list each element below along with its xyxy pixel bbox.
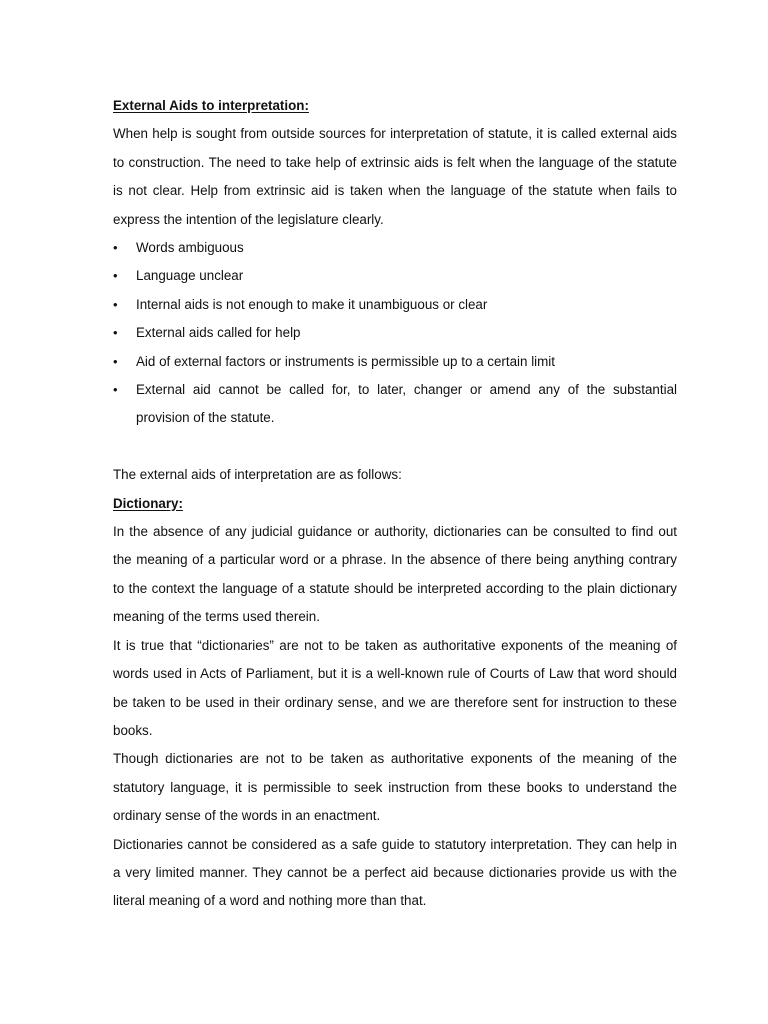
section-heading-external-aids: External Aids to interpretation: bbox=[113, 98, 309, 113]
intro-paragraph: When help is sought from outside sources for interpretation of statute, it is called external aids to construction. The need to take help of extrinsic aids is felt when the language of the statute is not clear. Help from extrinsic aid is taken when the language of the statute when fails to express the intention of the legislature clearly. bbox=[113, 126, 677, 227]
dictionary-paragraph: In the absence of any judicial guidance or authority, dictionaries can be consulted to find out the meaning of a particular word or a phrase. In the absence of there being anything contrary to the context the language of a statute should be interpreted according to the plain dictionary meaning of the terms used therein. bbox=[113, 524, 677, 625]
bullet-item bbox=[113, 348, 677, 376]
bullet-icon: • bbox=[113, 325, 118, 341]
bullet-text: Aid of external factors or instruments is permissible up to a certain limit bbox=[136, 353, 555, 369]
section-heading-dictionary: Dictionary: bbox=[113, 495, 183, 511]
bullet-list bbox=[113, 234, 677, 433]
bullet-item bbox=[113, 262, 677, 290]
external-aids-lead: The external aids of interpretation are as follows: bbox=[113, 467, 402, 483]
bullet-text: External aids called for help bbox=[136, 325, 301, 341]
bullet-text: External aid cannot be called for, to later, changer or amend any of the substantial provision of the statute. bbox=[136, 382, 677, 426]
dictionary-paragraph: Dictionaries cannot be considered as a safe guide to statutory interpretation. They can help in a very limited manner. They cannot be a perfect aid because dictionaries provide us with the literal meaning of a word and nothing more than that. bbox=[113, 836, 677, 909]
bullet-item bbox=[113, 234, 677, 262]
bullet-icon: • bbox=[113, 268, 118, 284]
blank-line bbox=[113, 433, 677, 461]
bullet-text: Words ambiguous bbox=[136, 240, 244, 256]
bullet-item bbox=[113, 319, 677, 347]
bullet-icon: • bbox=[113, 353, 118, 369]
bullet-item bbox=[113, 291, 677, 319]
bullet-icon: • bbox=[113, 296, 118, 312]
dictionary-paragraph: It is true that “dictionaries” are not to be taken as authoritative exponents of the meaning of words used in Acts of Parliament, but it is a well-known rule of Courts of Law that word should be taken to be used in their ordinary sense, and we are therefore sent for instruction to these books. bbox=[113, 637, 677, 738]
dictionary-paragraph: Though dictionaries are not to be taken as authoritative exponents of the meaning of the statutory language, it is permissible to seek instruction from these books to understand the ordinary sense of the words in an enactment. bbox=[113, 751, 677, 824]
bullet-text: Language unclear bbox=[136, 268, 244, 284]
bullet-item bbox=[113, 376, 677, 433]
bullet-icon: • bbox=[113, 240, 118, 256]
bullet-text: Internal aids is not enough to make it unambiguous or clear bbox=[136, 296, 488, 312]
bullet-icon: • bbox=[113, 382, 118, 398]
document-page bbox=[113, 92, 677, 916]
